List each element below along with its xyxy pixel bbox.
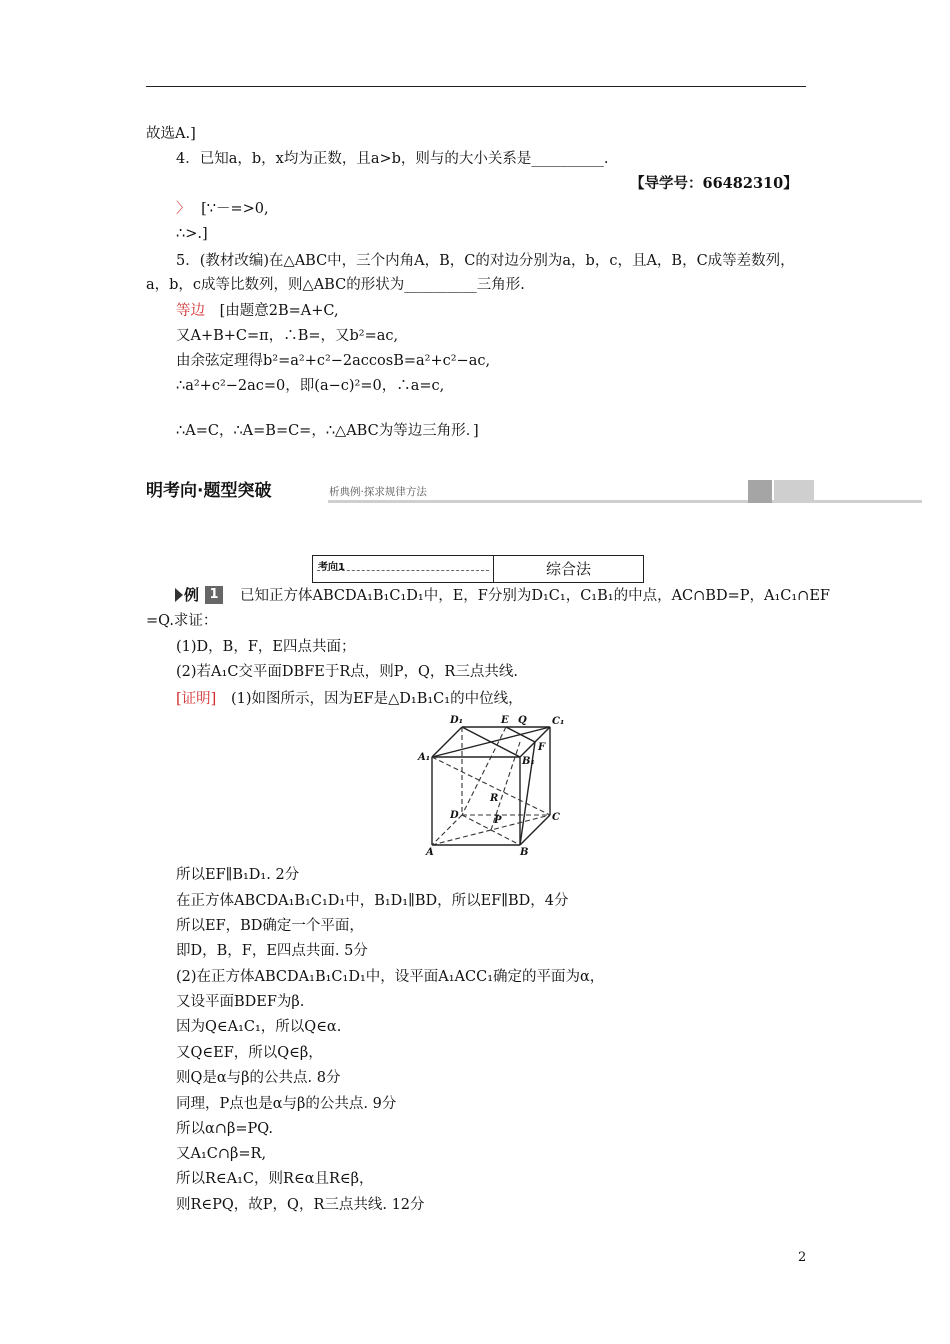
kaoxiang-box <box>312 555 644 583</box>
answer-5-line-3: 由余弦定理得b²=a²+c²−2accosB=a²+c²−ac, <box>176 353 491 369</box>
section-subtitle: 析典例·探求规律方法 <box>329 486 427 498</box>
question-5-line-2 <box>146 275 525 295</box>
proof-line: 又Q∈EF，所以Q∈β， <box>176 1045 323 1061</box>
proof-line: 即D，B，F，E四点共面. 5分 <box>176 943 368 959</box>
proof-line: 又A₁C∩β=R, <box>176 1146 267 1162</box>
kaoxiang-tag: 考向1 <box>318 562 345 573</box>
proof-line: 则R∈PQ，故P，Q，R三点共线. 12分 <box>176 1197 425 1213</box>
proof-line: 因为Q∈A₁C₁，所以Q∈α. <box>176 1019 342 1035</box>
label-r: R <box>490 793 499 804</box>
answer-marker-icon: 〉 <box>176 201 191 217</box>
diag-a1c1 <box>432 727 550 757</box>
example-line-1: 已知正方体ABCDA₁B₁C₁D₁中，E，F分别为D₁C₁，C₁B₁的中点，AC∩BD=P，A₁C₁∩EF <box>240 588 830 604</box>
example-label: 例 <box>184 586 200 604</box>
label-c: C <box>552 812 560 823</box>
proof-line-0 <box>176 689 523 709</box>
cube-figure <box>410 712 570 860</box>
kaoxiang-tag-cell <box>313 556 494 582</box>
answer-5-text: [由题意2B=A+C, <box>219 303 339 319</box>
kaoxiang-dash <box>317 570 489 571</box>
question-5-line-1: 5．(教材改编)在△ABC中，三个内角A，B，C的对边分别为a，b，c，且A，B，C成等差数列， <box>176 253 795 269</box>
answer-5-line-5: ∴A=C，∴A=B=C=，∴△ABC为等边三角形．] <box>176 423 479 439</box>
example-number: 1 <box>205 586 223 604</box>
edge <box>520 815 550 845</box>
text-line: 故选A.] <box>146 126 196 142</box>
section-header <box>146 480 814 504</box>
label-d1: D₁ <box>450 715 464 726</box>
section-title: 明考向·题型突破 <box>146 481 272 501</box>
example-part-1: (1)D，B，F，E四点共面； <box>176 639 356 655</box>
label-b1: B₁ <box>522 756 535 767</box>
kaoxiang-title: 综合法 <box>545 560 591 578</box>
question-4 <box>176 149 609 169</box>
answer-blank: __________ <box>531 151 604 167</box>
question-5-text: a，b，c成等比数列，则△ABC的形状为 <box>146 277 405 293</box>
proof-line: 所以EF，BD确定一个平面， <box>176 918 364 934</box>
proof-line: 则Q是α与β的公共点. 8分 <box>176 1070 341 1086</box>
proof-line: (2)在正方体ABCDA₁B₁C₁D₁中，设平面A₁ACC₁确定的平面为α， <box>176 969 605 985</box>
label-b: B <box>520 847 529 858</box>
answer-4-line-1 <box>176 199 269 219</box>
label-a1: A₁ <box>418 752 431 763</box>
answer-5-line-4: ∴a²+c²−2ac=0，即(a−c)²=0，∴a=c, <box>176 378 445 394</box>
answer-blank: __________ <box>404 277 477 293</box>
header-rule <box>146 86 806 87</box>
answer-4-line-2: ∴>.] <box>176 226 208 242</box>
label-c1: C₁ <box>552 716 565 727</box>
segment-ef <box>506 727 535 742</box>
label-q: Q <box>518 715 527 726</box>
section-block-light <box>774 480 814 503</box>
answer-5-line-1 <box>176 301 339 321</box>
example-tag <box>175 585 231 605</box>
question-4-text: 4．已知a，b，x均为正数，且a>b，则与的大小关系是 <box>176 151 532 167</box>
proof-label: [证明] <box>176 691 217 707</box>
label-e: E <box>501 715 509 726</box>
proof-line: 同理，P点也是α与β的公共点. 9分 <box>176 1096 397 1112</box>
proof-intro: (1)如图所示，因为EF是△D₁B₁C₁的中位线， <box>230 691 523 707</box>
label-a: A <box>426 847 434 858</box>
label-d: D <box>450 810 459 821</box>
question-4-end: . <box>603 151 609 167</box>
proof-line: 所以R∈A₁C，则R∈α且R∈β， <box>176 1171 374 1187</box>
label-p: P <box>494 815 502 826</box>
question-5-end: 三角形. <box>476 277 525 293</box>
section-block-dark <box>748 480 772 503</box>
label-f: F <box>538 742 546 753</box>
proof-line: 所以α∩β=PQ. <box>176 1121 274 1137</box>
example-part-2: (2)若A₁C交平面DBFE于R点，则P，Q，R三点共线. <box>176 664 518 680</box>
page-number: 2 <box>798 1250 807 1265</box>
answer-5-line-2: 又A+B+C=π，∴B=，又b²=ac, <box>176 328 399 344</box>
answer-4-text: [∵－=>0, <box>201 201 269 217</box>
answer-5-value: 等边 <box>176 303 205 319</box>
example-arrow-icon <box>175 588 183 602</box>
section-bar <box>328 500 922 503</box>
proof-line: 在正方体ABCDA₁B₁C₁D₁中，B₁D₁∥BD，所以EF∥BD，4分 <box>176 893 569 909</box>
proof-line: 所以EF∥B₁D₁. 2分 <box>176 867 300 883</box>
guide-number: 【导学号：66482310】 <box>630 175 798 192</box>
proof-line: 又设平面BDEF为β. <box>176 994 305 1010</box>
example-line-2: =Q.求证： <box>146 613 218 629</box>
